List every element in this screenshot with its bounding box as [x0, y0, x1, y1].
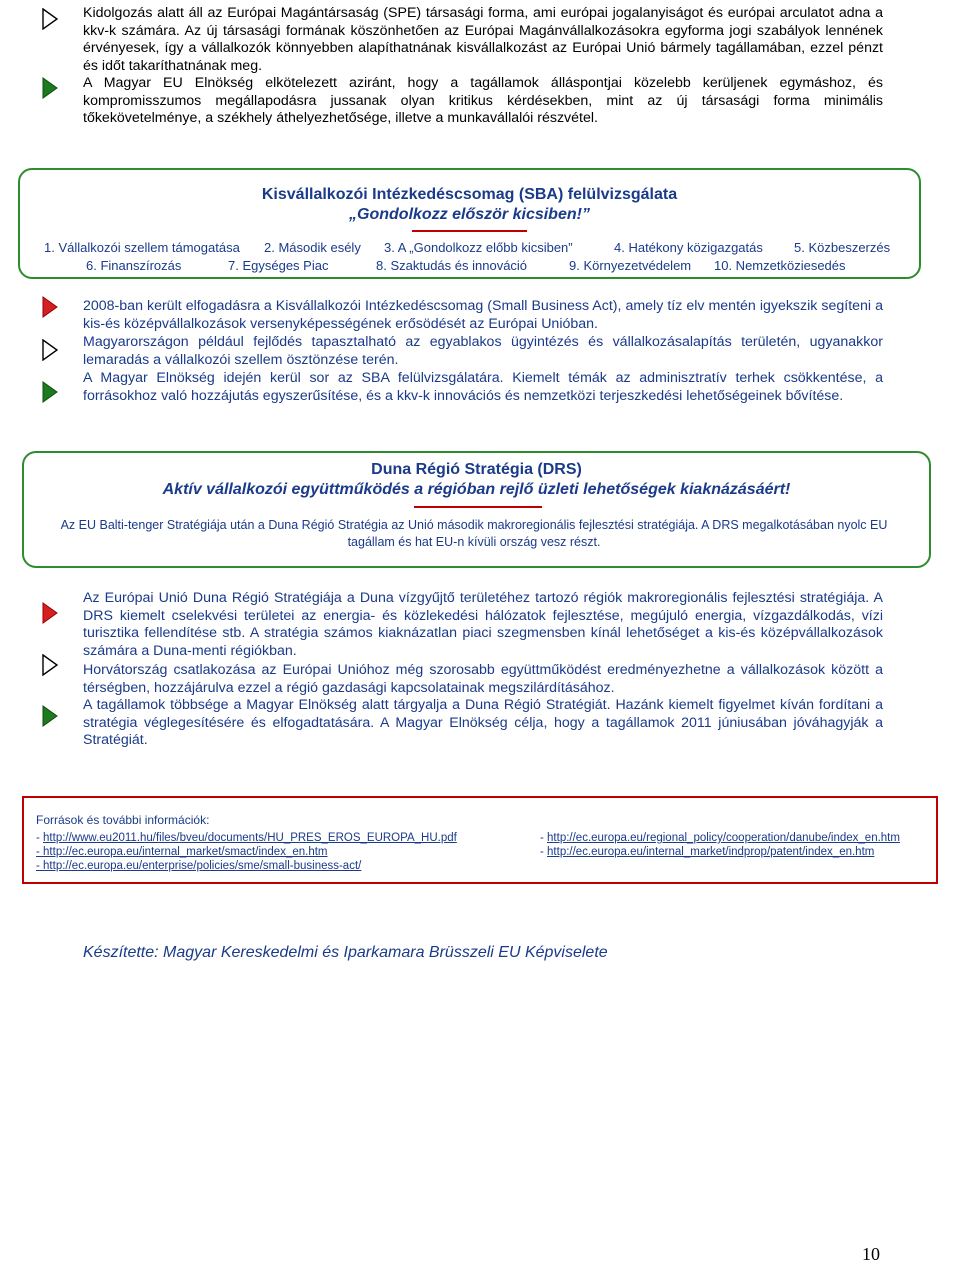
sba-item: 6. Finanszírozás: [86, 258, 182, 273]
drs-box: [22, 451, 931, 568]
source-link-item: [36, 846, 328, 858]
sba-item: 10. Nemzetköziesedés: [714, 258, 846, 273]
arrow-outline-icon: [42, 654, 58, 676]
sources-box: [22, 796, 938, 884]
drs-box-description: Az EU Balti-tenger Stratégiája után a Duna Régió Stratégia az Unió második makroregionális fejlesztési stratégiája. A DRS megalkotásában nyolc EU tagállam és hat EU-n kívüli ország vesz részt.: [60, 518, 888, 549]
paragraph-croatia: Horvátország csatlakozása az Európai Unióhoz még szorosabb együttműködést eredményezhetne a vállalkozások között a térségben, hozzájárulva ezzel a régió gazdasági kapcsolatainak megszilárdításához.: [83, 662, 883, 696]
source-link[interactable]: - http://ec.europa.eu/enterprise/policies/sme/small-business-act/: [36, 860, 362, 872]
arrow-green-icon: [42, 381, 58, 403]
red-divider: [414, 506, 542, 508]
sba-item: 3. A „Gondolkozz előbb kicsiben”: [384, 240, 573, 255]
arrow-green-icon: [42, 705, 58, 727]
sba-box-subtitle: „Gondolkozz először kicsiben!”: [349, 206, 590, 223]
source-link-item: [36, 860, 361, 872]
source-link[interactable]: - http://ec.europa.eu/internal_market/smact/index_en.htm: [36, 846, 328, 858]
sba-item: 5. Közbeszerzés: [794, 240, 891, 255]
sba-item: 8. Szaktudás és innováció: [376, 258, 528, 273]
sba-item: 7. Egységes Piac: [228, 258, 329, 273]
source-link-item: - http://ec.europa.eu/regional_policy/cooperation/danube/index_en.htm: [540, 832, 900, 844]
source-link[interactable]: http://www.eu2011.hu/files/bveu/documents/HU_PRES_EROS_EUROPA_HU.pdf: [43, 832, 457, 844]
paragraph-hungary-progress: Magyarországon például fejlődés tapasztalható az egyablakos ügyintézés és vállalkozásalapítás területén, ugyanakkor lemaradás a vállalkozói szellem ösztönzése terén.: [83, 334, 883, 368]
arrow-outline-icon: [42, 339, 58, 361]
source-link-item: - http://ec.europa.eu/internal_market/indprop/patent/index_en.htm: [540, 846, 875, 858]
drs-box-title: Duna Régió Stratégia (DRS): [371, 461, 582, 478]
paragraph-presidency-commitment: A Magyar EU Elnökség elkötelezett aziránt, hogy a tagállamok álláspontjai közelebb kerüljenek egymáshoz, és kompromisszumos megállapodásra jussanak olyan kritikus kérdésekben, mint az új társasági forma minimális tőkekövetelménye, a székhely áthelyezhetősége, illetve a munkavállalói részvétel.: [83, 75, 883, 127]
paragraph-spe: Kidolgozás alatt áll az Európai Magántársaság (SPE) társasági forma, ami európai jogalanyiságot és európai arculatot adna a kkv-k számára. Az új társasági formának köszönhetően az Európai Magánvállalkozásokra egyforma jogi szabályok lennének érvényesek, így a vállalkozók könnyebben alapíthatnának kisvállalkozást az Európai Unió bármely tagállamában, ezzel pénzt és időt takaríthatnának meg.: [83, 5, 883, 74]
paragraph-drs: Az Európai Unió Duna Régió Stratégiája a Duna vízgyűjtő területéhez tartozó régiók makroregionális fejlesztési stratégiája. A DRS kiemelt cselekvési területei az energia- és közlekedési hálózatok fejlesztése, megújuló energia, vízgazdálkodás, vízi turisztika fellendítése stb. A stratégia számos kiaknázatlan piaci szegmensben kínál lehetőséget a kis-és középvállalkozások számára a Duna-menti régiókban.: [83, 590, 883, 659]
sources-title: Források és további információk:: [36, 813, 210, 827]
arrow-red-icon: [42, 602, 58, 624]
red-divider: [412, 230, 527, 232]
source-link-item: - http://www.eu2011.hu/files/bveu/documents/HU_PRES_EROS_EUROPA_HU.pdf: [36, 832, 457, 844]
arrow-green-icon: [42, 77, 58, 99]
credit-line: Készítette: Magyar Kereskedelmi és Iparkamara Brüsszeli EU Képviselete: [83, 944, 608, 961]
drs-box-subtitle: Aktív vállalkozói együttműködés a régióban rejlő üzleti lehetőségek kiaknázásáért!: [162, 481, 791, 498]
source-link[interactable]: http://ec.europa.eu/regional_policy/cooperation/danube/index_en.htm: [547, 832, 900, 844]
sba-box-title: Kisvállalkozói Intézkedéscsomag (SBA) felülvizsgálata: [261, 186, 678, 203]
paragraph-member-states: A tagállamok többsége a Magyar Elnökség alatt tárgyalja a Duna Régió Stratégiát. Hazánk kiemelt figyelmet kíván fordítani a stratégia véglegesítésére és elfogadtatására. A Magyar Elnökség célja, hogy a tagállamok 2011 júniusában jóváhagyják a Stratégiát.: [83, 697, 883, 749]
source-link[interactable]: http://ec.europa.eu/internal_market/indprop/patent/index_en.htm: [547, 846, 875, 858]
paragraph-sba-review: A Magyar Elnökség idején kerül sor az SBA felülvizsgálatára. Kiemelt témák az adminisztratív terhek csökkentése, a forrásokhoz való hozzájutás egyszerűsítése, és a kkv-k innovációs és nemzetközi terjeszkedési lehetőségeinek bővítése.: [83, 370, 883, 404]
arrow-outline-icon: [42, 8, 58, 30]
sba-item: 1. Vállalkozói szellem támogatása: [44, 240, 240, 255]
sba-item: 9. Környezetvédelem: [569, 258, 692, 273]
page-number: 10: [862, 1244, 880, 1264]
paragraph-sba-2008: 2008-ban került elfogadásra a Kisvállalkozói Intézkedéscsomag (Small Business Act), amely tíz elv mentén igyekszik segíteni a kis-és középvállalkozások versenyképességének erősödését az Európai Unióban.: [83, 298, 883, 332]
sba-box: [18, 168, 921, 279]
sba-item: 2. Második esély: [264, 240, 361, 255]
sba-item: 4. Hatékony közigazgatás: [614, 240, 763, 255]
arrow-red-icon: [42, 296, 58, 318]
